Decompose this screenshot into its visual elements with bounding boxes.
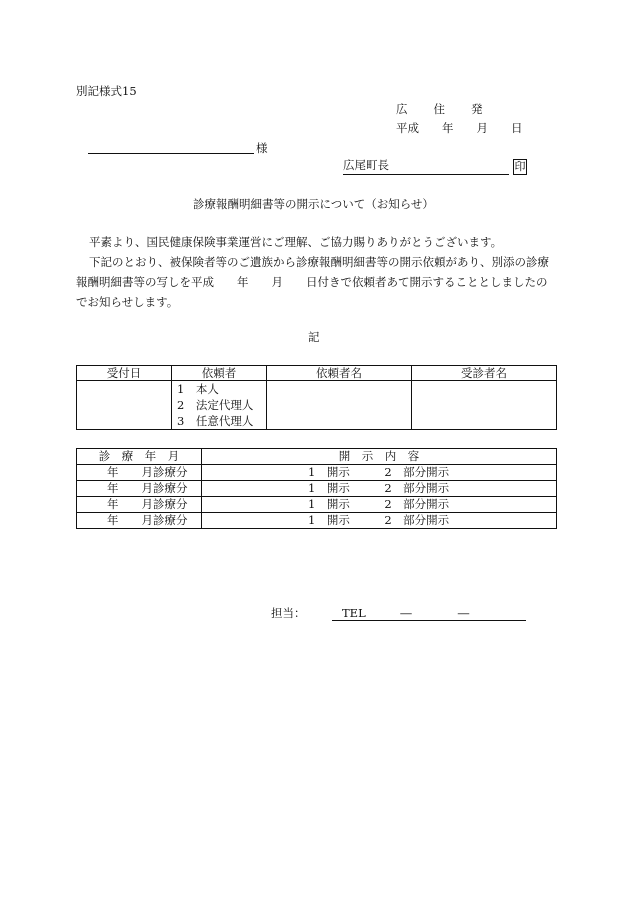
treatment-month: 年 月診療分 bbox=[77, 497, 202, 513]
requester-option: 1 本人 bbox=[177, 382, 219, 396]
treatment-month: 年 月診療分 bbox=[77, 481, 202, 497]
page-title: 診療報酬明細書等の開示について（お知らせ） bbox=[193, 197, 434, 211]
form-number: 別記様式15 bbox=[76, 84, 137, 98]
treatment-month: 年 月診療分 bbox=[77, 513, 202, 529]
body-paragraph-2: 下記のとおり、被保険者等のご遺族から診療報酬明細書等の開示依頼があり、別添の診療報酬明細書等の写しを平成 年 月 日付きで依頼者あて開示することとしましたのでお知らせします。 bbox=[76, 255, 549, 309]
body-text bbox=[76, 232, 556, 312]
header-requester: 依頼者 bbox=[172, 366, 267, 381]
requester-option: 2 法定代理人 bbox=[177, 398, 254, 412]
patient-name-cell bbox=[412, 381, 557, 430]
recipient-name-line bbox=[88, 153, 254, 154]
recipient-suffix: 様 bbox=[256, 141, 268, 155]
table-row bbox=[77, 481, 557, 497]
contact-tel: TEL ― ― bbox=[342, 606, 470, 620]
header-disclosure-content: 開 示 内 容 bbox=[202, 449, 557, 465]
disclosure-table bbox=[76, 448, 557, 529]
issue-date: 平成 年 月 日 bbox=[396, 121, 523, 135]
dispatch-number: 広 住 発 bbox=[396, 102, 484, 116]
ki-heading: 記 bbox=[308, 330, 320, 344]
seal-box: 印 bbox=[514, 160, 526, 173]
requester-name-cell bbox=[267, 381, 412, 430]
treatment-month: 年 月診療分 bbox=[77, 465, 202, 481]
header-patient-name: 受診者名 bbox=[412, 366, 557, 381]
disclosure-content: 1 開示 2 部分開示 bbox=[202, 513, 557, 529]
town-head: 広尾町長 bbox=[343, 158, 389, 172]
requester-option: 3 任意代理人 bbox=[177, 414, 254, 428]
table-row bbox=[77, 513, 557, 529]
disclosure-content: 1 開示 2 部分開示 bbox=[202, 481, 557, 497]
contact-line bbox=[332, 620, 526, 621]
header-treatment-month: 診 療 年 月 bbox=[77, 449, 202, 465]
reception-date-cell bbox=[77, 381, 172, 430]
contact-label: 担当： bbox=[271, 606, 306, 620]
request-table bbox=[76, 365, 557, 430]
town-head-line bbox=[343, 174, 509, 175]
requester-cell bbox=[172, 381, 267, 430]
disclosure-content: 1 開示 2 部分開示 bbox=[202, 465, 557, 481]
header-requester-name: 依頼者名 bbox=[267, 366, 412, 381]
header-reception-date: 受付日 bbox=[77, 366, 172, 381]
disclosure-content: 1 開示 2 部分開示 bbox=[202, 497, 557, 513]
body-paragraph-1: 平素より、国民健康保険事業運営にご理解、ご協力賜りありがとうございます。 bbox=[89, 235, 503, 249]
table-row bbox=[77, 465, 557, 481]
table-row bbox=[77, 497, 557, 513]
